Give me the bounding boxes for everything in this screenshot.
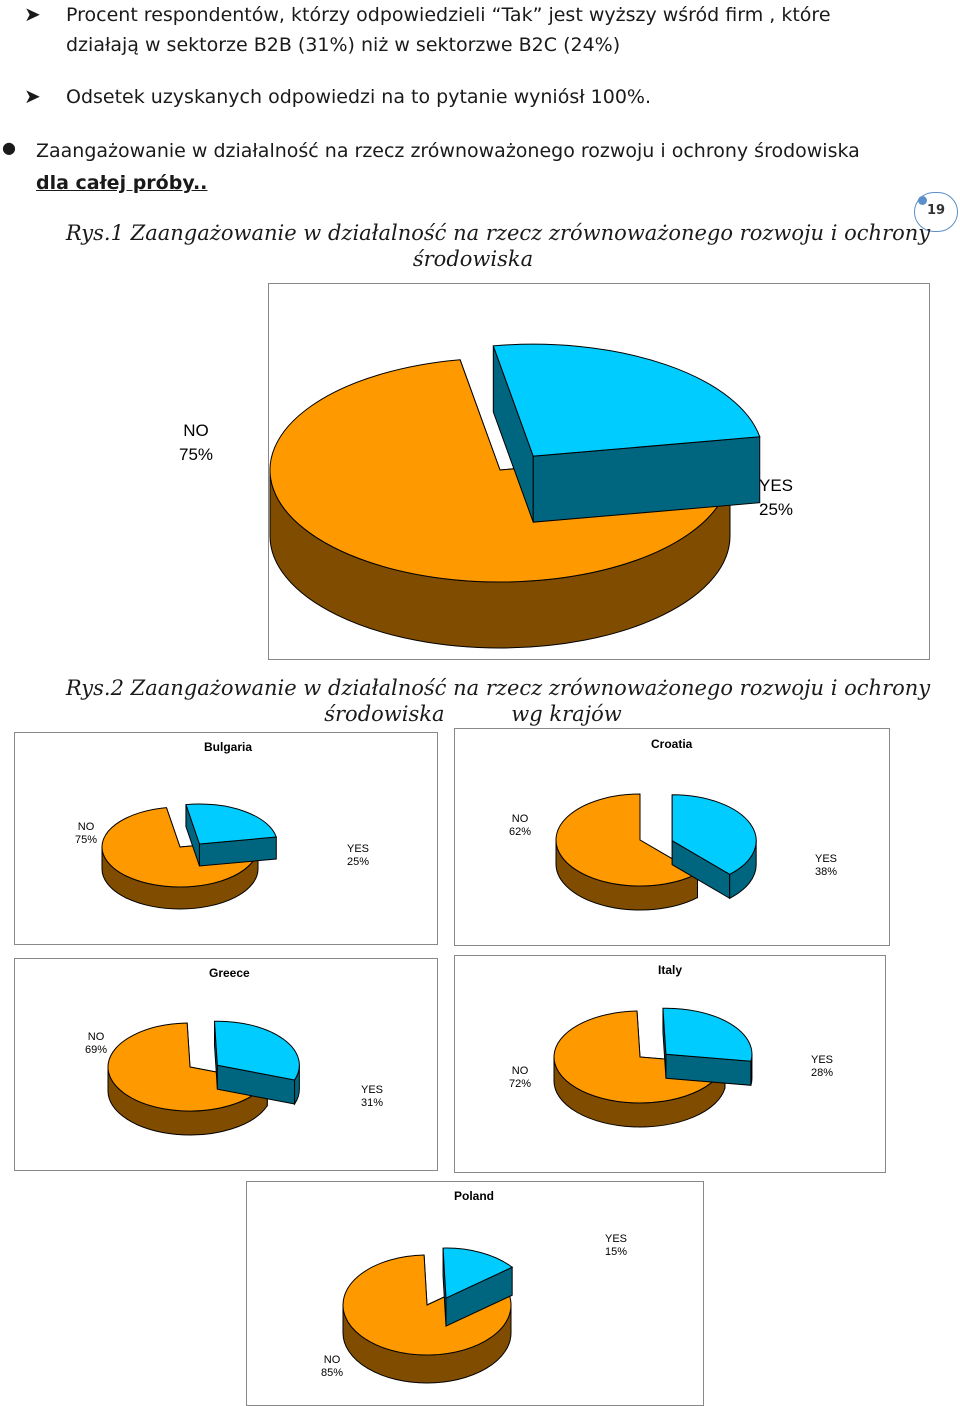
croatia-yes-name-label: YES xyxy=(814,853,838,865)
bullet1-line1: Procent respondentów, którzy odpowiedzieli “Tak” jest wyższy wśród firm , które xyxy=(66,4,831,26)
overall-no-value-label: 75% xyxy=(178,445,214,464)
arrow-bullet-icon: ➤ xyxy=(24,84,41,108)
overall-pie xyxy=(179,344,793,648)
poland-no-name-label: NO xyxy=(323,1354,341,1366)
italy-pie xyxy=(509,1008,833,1127)
bullet3-line1: Zaangażowanie w działalność na rzecz zrównoważonego rozwoju i ochrony środowiska xyxy=(36,140,860,162)
italy-chart-title: Italy xyxy=(658,963,683,977)
bullet1-line2: działają w sektorze B2B (31%) niż w sektorzwe B2C (24%) xyxy=(66,34,621,56)
poland-pie xyxy=(321,1233,627,1383)
greece-no-name-label: NO xyxy=(87,1031,105,1043)
greece-pie xyxy=(85,1021,383,1135)
croatia-no-value-label: 62% xyxy=(508,826,532,838)
poland-no-value-label: 85% xyxy=(320,1367,344,1379)
italy-no-value-label: 72% xyxy=(508,1078,532,1090)
greece-no-value-label: 69% xyxy=(84,1044,108,1056)
italy-yes-name-label: YES xyxy=(810,1054,834,1066)
bullet3-line2: dla całej próby.. xyxy=(36,172,208,194)
croatia-pie xyxy=(509,794,837,910)
overall-yes-name-label: YES xyxy=(758,476,794,495)
poland-yes-value-label: 15% xyxy=(604,1246,628,1258)
greece-yes-name-label: YES xyxy=(360,1084,384,1096)
croatia-yes-value-label: 38% xyxy=(814,866,838,878)
greece-chart-title: Greece xyxy=(209,966,250,980)
figure1-caption-line1: Rys.1 Zaangażowanie w działalność na rzecz zrównoważonego rozwoju i ochrony xyxy=(65,221,931,245)
poland-chart-title: Poland xyxy=(454,1189,495,1203)
italy-yes-slice-top xyxy=(663,1008,752,1061)
figure1-caption-line2: środowiska xyxy=(412,247,534,271)
overall-no-name-label: NO xyxy=(183,421,209,440)
bulgaria-yes-name-label: YES xyxy=(346,843,370,855)
bulgaria-yes-slice-top xyxy=(186,804,276,844)
bulgaria-chart-title: Bulgaria xyxy=(204,740,253,754)
italy-yes-value-label: 28% xyxy=(810,1067,834,1079)
greece-yes-value-label: 31% xyxy=(360,1097,384,1109)
croatia-chart-title: Croatia xyxy=(651,737,693,751)
bulgaria-no-value-label: 75% xyxy=(74,834,98,846)
figure2-caption-line2: środowiska wg krajów xyxy=(324,702,622,726)
overall-yes-slice-top xyxy=(493,344,759,456)
bulgaria-no-name-label: NO xyxy=(77,821,95,833)
dot-bullet-icon: ● xyxy=(2,138,16,157)
bulgaria-pie xyxy=(75,804,369,909)
bulgaria-yes-value-label: 25% xyxy=(346,856,370,868)
poland-yes-name-label: YES xyxy=(604,1233,628,1245)
bullet2-text: Odsetek uzyskanych odpowiedzi na to pytanie wyniósł 100%. xyxy=(66,86,652,108)
figure2-caption-line1: Rys.2 Zaangażowanie w działalność na rzecz zrównoważonego rozwoju i ochrony xyxy=(65,676,931,700)
croatia-no-name-label: NO xyxy=(511,813,529,825)
italy-no-name-label: NO xyxy=(511,1065,529,1077)
page-number-badge: 19 xyxy=(914,192,958,232)
overall-yes-value-label: 25% xyxy=(758,500,794,519)
arrow-bullet-icon: ➤ xyxy=(24,2,41,26)
